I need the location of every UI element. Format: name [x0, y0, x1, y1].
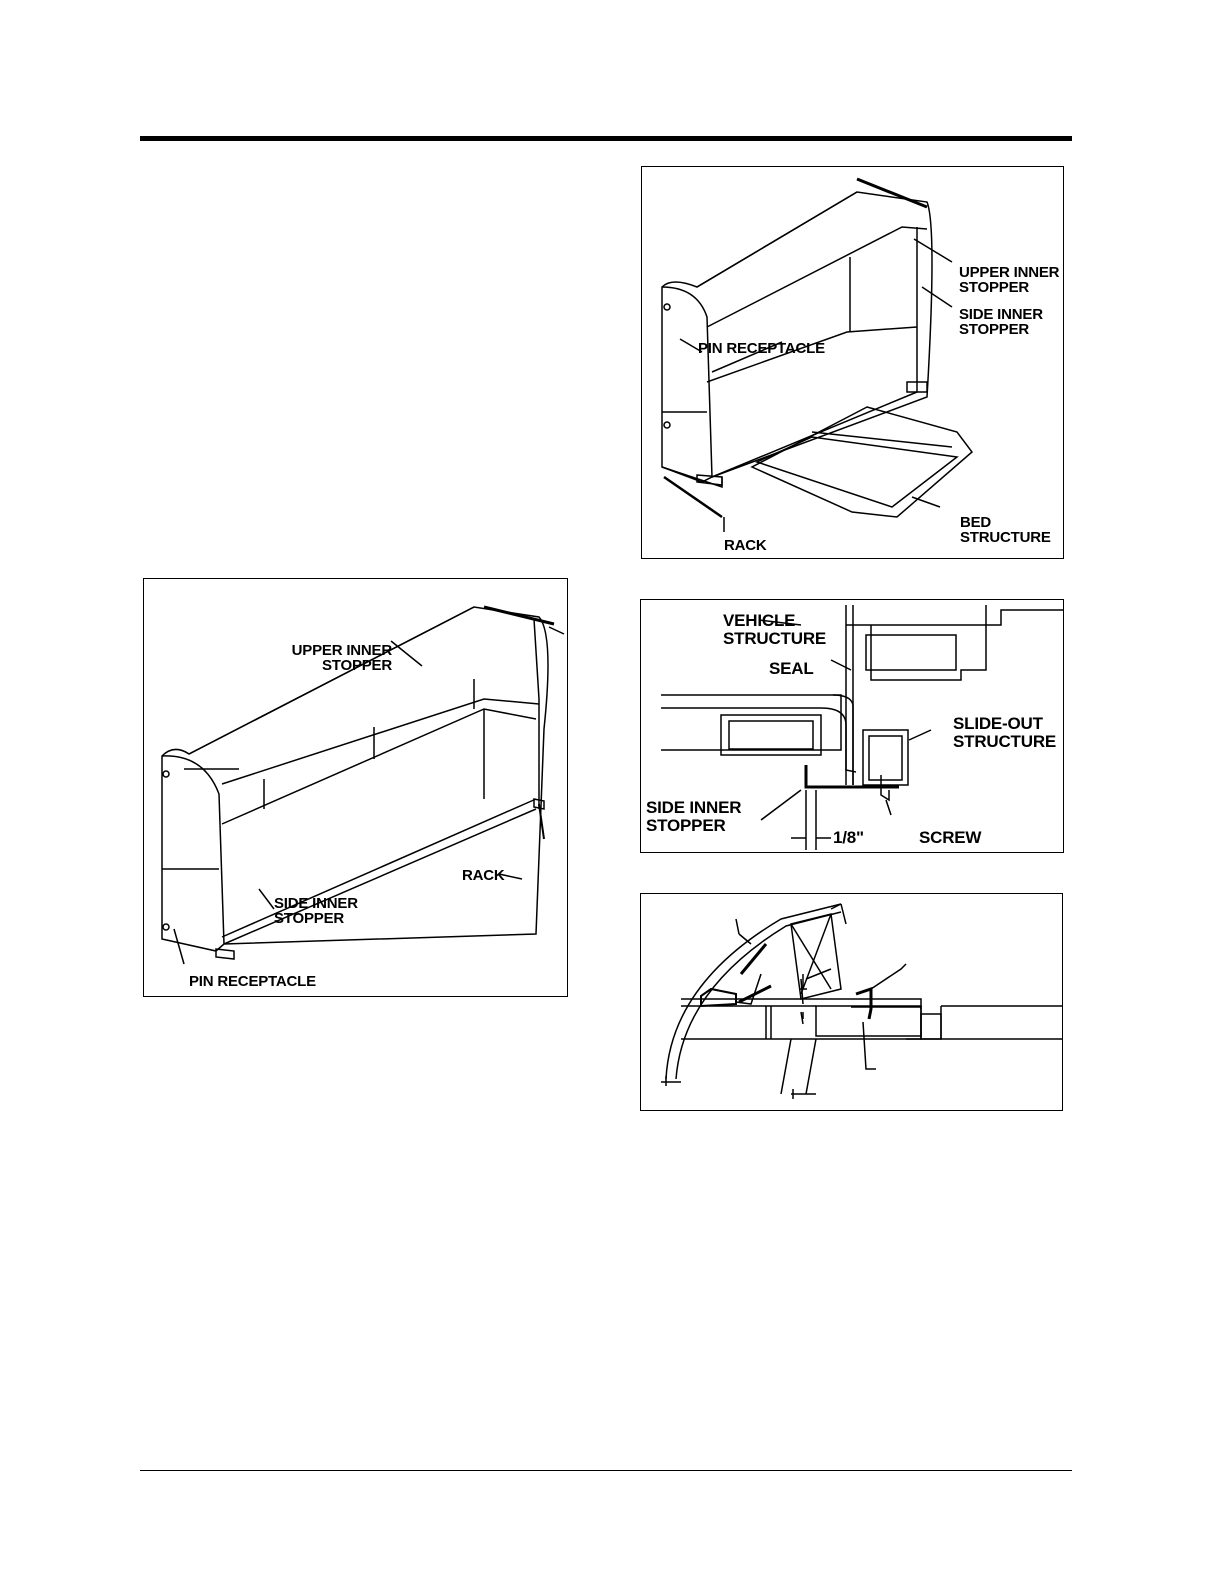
fig3-seal-label: SEAL — [769, 659, 814, 678]
fig1-pin-receptacle-label: PIN RECEPTACLE — [189, 973, 316, 990]
roof-section-drawing — [641, 894, 1062, 1110]
fig3-slide-out-structure-label: SLIDE-OUT STRUCTURE — [953, 714, 1057, 751]
fig3-dimension-label: 1/8" — [833, 828, 864, 847]
fig2-bed-structure-label: BED STRUCTURE — [960, 514, 1051, 546]
header-rule — [140, 136, 1072, 141]
fig1-rack-label: RACK — [462, 867, 505, 884]
fig1-upper-inner-stopper-label: UPPER INNER STOPPER — [291, 642, 392, 674]
fig2-side-inner-stopper-label: SIDE INNER STOPPER — [959, 306, 1043, 338]
fig3-side-inner-stopper-label: SIDE INNER STOPPER — [646, 798, 742, 835]
figure-slideout-bed-structure — [641, 166, 1064, 559]
fig3-vehicle-structure-label: VEHICLE STRUCTURE — [723, 611, 827, 648]
figure-slideout-stoppers — [143, 578, 568, 997]
fig2-pin-receptacle-label: PIN RECEPTACLE — [698, 340, 825, 357]
fig1-side-inner-stopper-label: SIDE INNER STOPPER — [274, 895, 358, 927]
slideout-bed-drawing — [642, 167, 1063, 558]
fig3-screw-label: SCREW — [919, 828, 982, 847]
fig2-upper-inner-stopper-label: UPPER INNER STOPPER — [959, 264, 1060, 296]
figure-roof-section — [640, 893, 1063, 1111]
footer-rule — [140, 1470, 1072, 1471]
figure-side-stopper-section — [640, 599, 1064, 853]
fig2-rack-label: RACK — [724, 537, 767, 554]
